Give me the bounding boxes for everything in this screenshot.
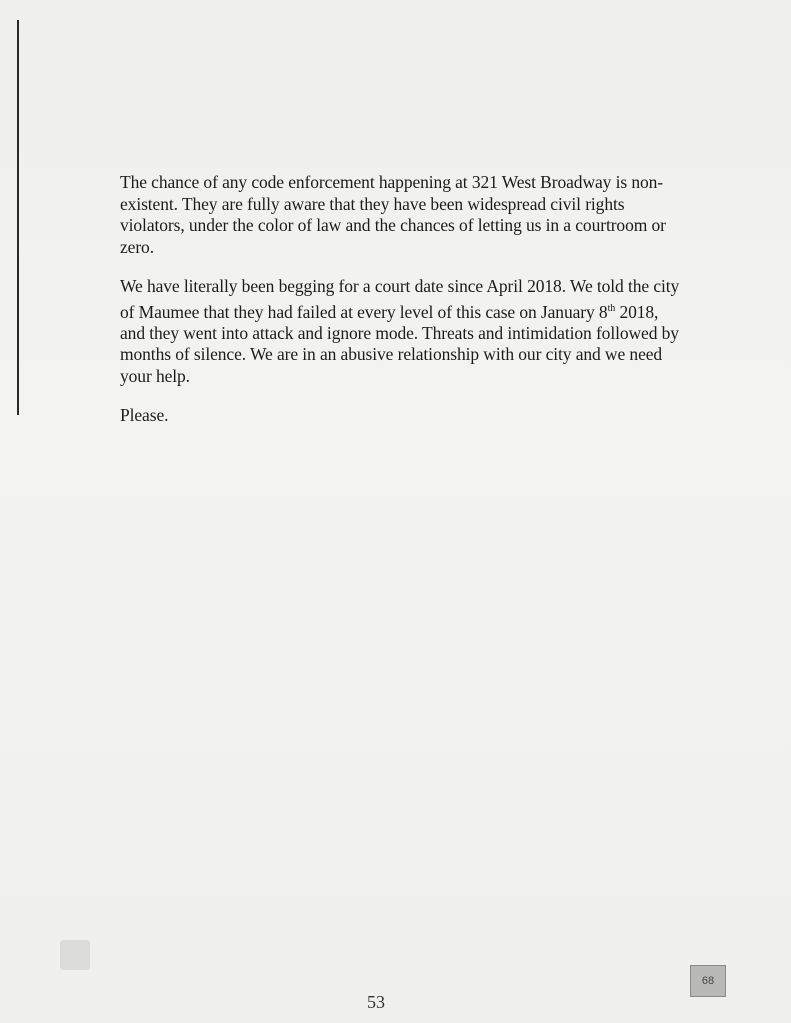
page-number-stamp: 68 — [690, 965, 726, 997]
scan-smudge — [60, 940, 90, 970]
letter-body — [120, 172, 685, 445]
paragraph-please: Please. — [120, 405, 169, 426]
left-margin-rule — [17, 20, 19, 415]
paragraph-court-date: We have literally been begging for a court date since April 2018. We told the city of Maumee that they had failed at every level of this case on January 8th 2018, and they went into attack and ignore mode. Threats and intimidation followed by months of silence. We are in an abusive relationship with our city and we need your help. — [120, 276, 680, 386]
bottom-handwritten-mark: 53 — [367, 992, 385, 1012]
paragraph-code-enforcement: The chance of any code enforcement happening at 321 West Broadway is non-existent. They are fully aware that they have been widespread civil rights violators, under the color of law and the chances of letting us in a courtroom or zero. — [120, 172, 666, 257]
